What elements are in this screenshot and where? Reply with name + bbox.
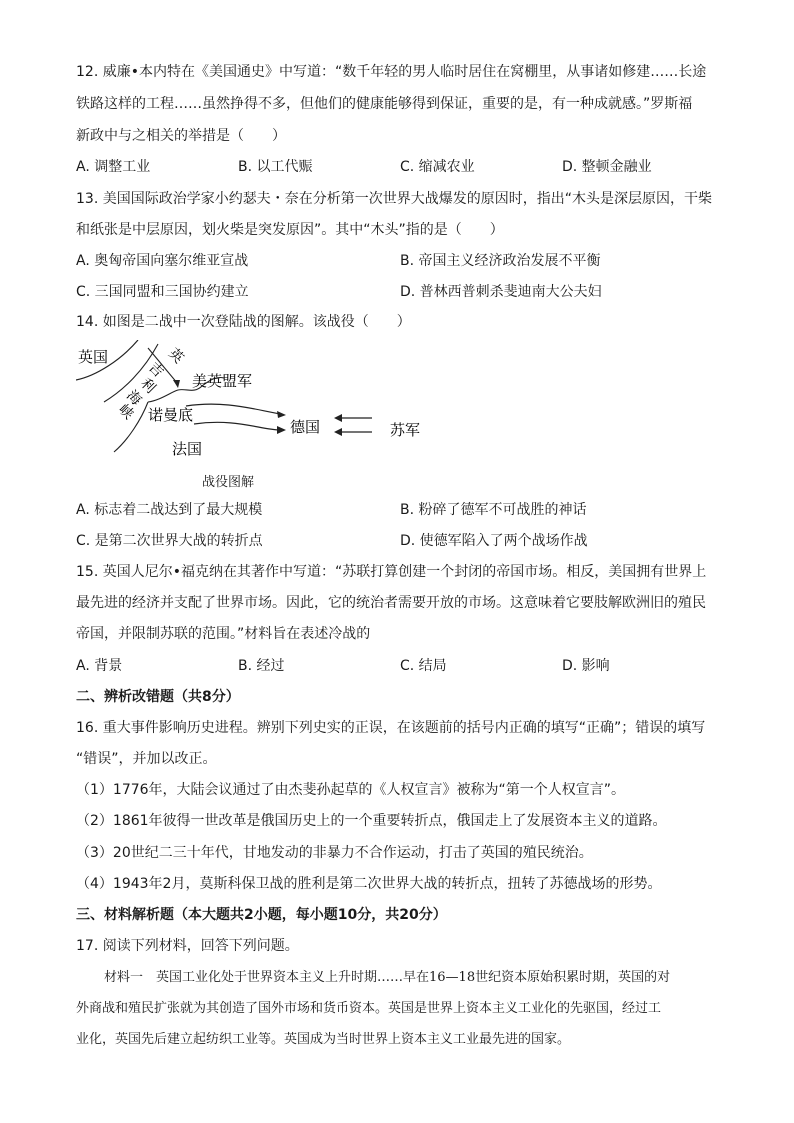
allies-arrowhead xyxy=(173,380,180,388)
q12-option-a[interactable]: A. 调整工业 xyxy=(76,159,151,175)
q13-option-b[interactable]: B. 帝国主义经济政治发展不平衡 xyxy=(400,253,601,269)
label-france: 法国 xyxy=(172,440,203,458)
q16-stem-line-2: “错误”，并加以改正。 xyxy=(76,751,217,767)
q13-option-d[interactable]: D. 普林西普刺杀斐迪南大公夫妇 xyxy=(400,284,602,300)
strait-char-4: 海 xyxy=(123,387,145,409)
q16-item-3: （3）20世纪二三十年代，甘地发动的非暴力不合作运动，打击了英国的殖民统治。 xyxy=(76,845,593,861)
east-arrowhead-lower xyxy=(334,428,342,436)
battle-diagram xyxy=(76,340,436,465)
q15-stem-line-1: 15. 英国人尼尔•福克纳在其著作中写道：“苏联打算创建一个封闭的帝国市场。相反，美国拥有世界上 xyxy=(76,564,707,580)
q15-option-b[interactable]: B. 经过 xyxy=(238,658,285,674)
q16-item-1: （1）1776年，大陆会议通过了由杰斐孙起草的《人权宣言》被称为“第一个人权宣言”。 xyxy=(76,782,626,798)
q12-option-b[interactable]: B. 以工代赈 xyxy=(238,159,313,175)
q15-option-d[interactable]: D. 影响 xyxy=(562,658,610,674)
west-arrow-upper xyxy=(186,404,281,414)
west-arrowhead-upper xyxy=(277,411,286,418)
strait-char-5: 峡 xyxy=(115,401,137,423)
q15-stem-line-2: 最先进的经济并支配了世界市场。因此，它的统治者需要开放的市场。这意味着它要肢解欧洲旧的殖民 xyxy=(76,595,706,611)
q14-option-c[interactable]: C. 是第二次世界大战的转折点 xyxy=(76,533,263,549)
q12-option-d[interactable]: D. 整顿金融业 xyxy=(562,159,652,175)
q15-option-c[interactable]: C. 结局 xyxy=(400,658,447,674)
q13-option-a[interactable]: A. 奥匈帝国向塞尔维亚宣战 xyxy=(76,253,249,269)
q14-option-b[interactable]: B. 粉碎了德军不可战胜的神话 xyxy=(400,502,587,518)
q17-material-line-1: 材料一 英国工业化处于世界资本主义上升时期……早在16—18世纪资本原始积累时期，英国的对 xyxy=(104,970,671,985)
section-3-heading: 三、材料解析题（本大题共2小题，每小题10分，共20分） xyxy=(76,907,447,923)
q15-stem-line-3: 帝国，并限制苏联的范围。”材料旨在表述冷战的 xyxy=(76,626,371,642)
label-germany: 德国 xyxy=(290,418,321,436)
strait-char-1: 英 xyxy=(165,345,187,367)
west-arrow-lower xyxy=(194,422,281,430)
q12-stem-line-2: 铁路这样的工程……虽然挣得不多，但他们的健康能够得到保证，重要的是，有一种成就感。”罗斯福 xyxy=(76,96,693,112)
q17-material-line-3: 业化，英国先后建立起纺织工业等。英国成为当时世界上资本主义工业最先进的国家。 xyxy=(76,1032,571,1047)
label-allies: 美英盟军 xyxy=(192,372,253,390)
q12-stem-line-3: 新政中与之相关的举措是（ ） xyxy=(76,128,286,144)
q13-option-c[interactable]: C. 三国同盟和三国协约建立 xyxy=(76,284,249,300)
label-normandy: 诺曼底 xyxy=(148,406,194,424)
label-uk: 英国 xyxy=(78,348,109,366)
q14-stem-line-1: 14. 如图是二战中一次登陆战的图解。该战役（ ） xyxy=(76,314,411,330)
q17-stem: 17. 阅读下列材料，回答下列问题。 xyxy=(76,938,299,954)
label-soviet: 苏军 xyxy=(390,421,421,439)
q16-item-2: （2）1861年彼得一世改革是俄国历史上的一个重要转折点，俄国走上了发展资本主义的道路。 xyxy=(76,813,667,829)
east-arrowhead-upper xyxy=(334,414,342,422)
section-2-heading: 二、辨析改错题（共8分） xyxy=(76,689,240,705)
q12-option-c[interactable]: C. 缩减农业 xyxy=(400,159,475,175)
q16-stem-line-1: 16. 重大事件影响历史进程。辨别下列史实的正误，在该题前的括号内正确的填写“正确”；错误的填写 xyxy=(76,720,706,736)
q14-option-a[interactable]: A. 标志着二战达到了最大规模 xyxy=(76,502,263,518)
q14-option-d[interactable]: D. 使德军陷入了两个战场作战 xyxy=(400,533,588,549)
q17-material-line-2: 外商战和殖民扩张就为其创造了国外市场和货币资本。英国是世界上资本主义工业化的先驱国，经过工 xyxy=(76,1001,662,1016)
strait-char-3: 利 xyxy=(137,375,159,397)
q16-item-4: （4）1943年2月，莫斯科保卫战的胜利是第二次世界大战的转折点，扭转了苏德战场的形势。 xyxy=(76,876,662,892)
west-arrowhead-lower xyxy=(277,426,286,434)
diagram-caption: 战役图解 xyxy=(202,475,255,490)
q13-stem-line-1: 13. 美国国际政治学家小约瑟夫・奈在分析第一次世界大战爆发的原因时，指出“木头是深层原因，干柴 xyxy=(76,191,712,207)
q15-option-a[interactable]: A. 背景 xyxy=(76,658,123,674)
q13-stem-line-2: 和纸张是中层原因，划火柴是突发原因”。其中“木头”指的是（ ） xyxy=(76,222,504,238)
q12-stem-line-1: 12. 威廉•本内特在《美国通史》中写道：“数千年轻的男人临时居住在窝棚里，从事诸如修建……长途 xyxy=(76,64,707,80)
strait-char-2: 吉 xyxy=(145,359,167,381)
